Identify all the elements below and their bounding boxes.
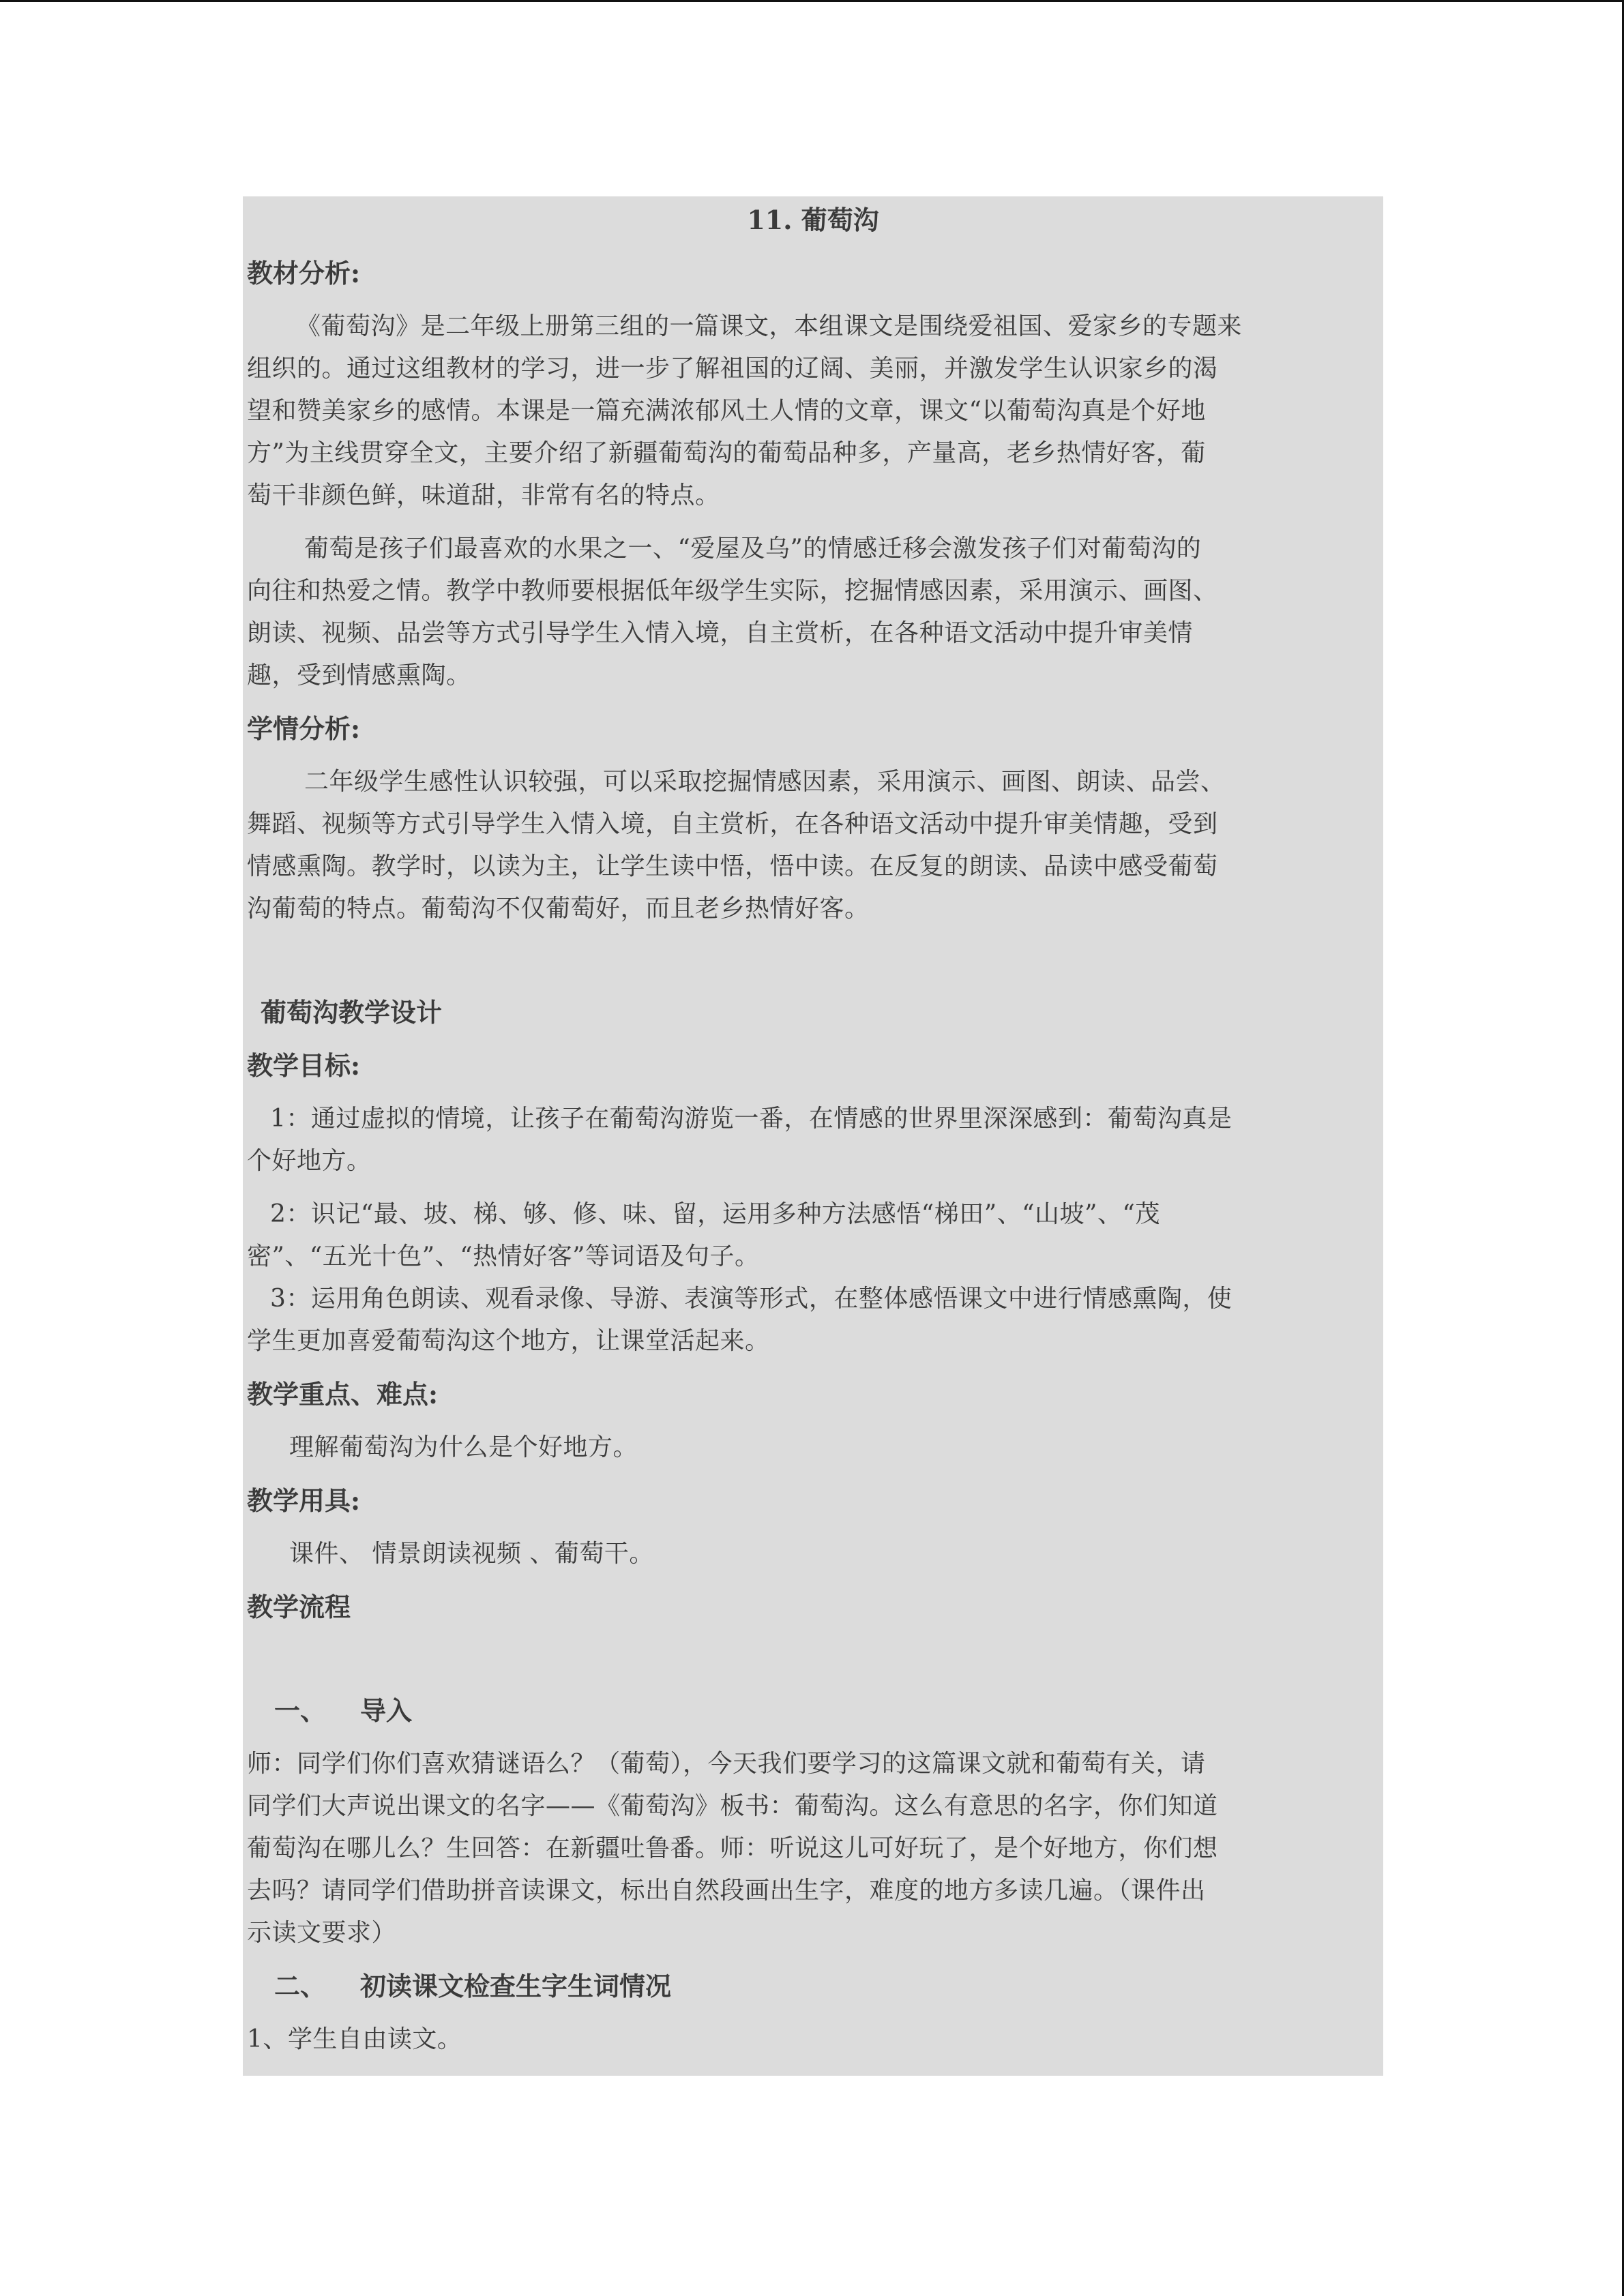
text-line: 1：通过虚拟的情境，让孩子在葡萄沟游览一番，在情感的世界里深深感到：葡萄沟真是 <box>270 1105 1232 1133</box>
text-line: 望和赞美家乡的感情。本课是一篇充满浓郁风土人情的文章，课文“以葡萄沟真是个好地 <box>247 397 1206 425</box>
step-2-heading <box>247 1965 1379 2008</box>
text-line: 2：识记“最、坡、梯、够、修、味、留，运用多种方法感悟“梯田”、“山坡”、“茂 <box>270 1200 1160 1228</box>
text-line: 师：同学们你们喜欢猜谜语么？（葡萄），今天我们要学习的这篇课文就和葡萄有关，请 <box>247 1750 1206 1778</box>
flow-heading: 教学流程 <box>247 1592 351 1622</box>
goal-2 <box>247 1193 1379 1278</box>
text-line: 方”为主线贯穿全文，主要介绍了新疆葡萄沟的葡萄品种多，产量高，老乡热情好客，葡 <box>247 439 1206 467</box>
text-line: 情感熏陶。教学时，以读为主，让学生读中悟，悟中读。在反复的朗读、品读中感受葡萄 <box>247 852 1218 880</box>
document-body <box>243 196 1383 2076</box>
step-1-number: 一、 <box>274 1695 327 1726</box>
text-line: 沟葡萄的特点。葡萄沟不仅葡萄好，而且老乡热情好客。 <box>247 895 870 923</box>
tools-heading: 教学用具: <box>247 1485 361 1516</box>
text-line: 葡萄沟在哪儿么？生回答：在新疆吐鲁番。师：听说这儿可好玩了，是个好地方，你们想 <box>247 1834 1218 1862</box>
text-line: 示读文要求） <box>247 1919 397 1947</box>
text-line: 去吗？请同学们借助拼音读课文，标出自然段画出生字，难度的地方多读几遍。（课件出 <box>247 1877 1206 1905</box>
text-line: 密”、“五光十色”、“热情好客”等词语及句子。 <box>247 1242 760 1270</box>
step-2-number: 二、 <box>274 1971 327 2001</box>
text-line: 3：运用角色朗读、观看录像、导游、表演等形式，在整体感悟课文中进行情感熏陶，使 <box>270 1285 1232 1313</box>
goals-heading: 教学目标: <box>247 1050 361 1081</box>
text-line: 《葡萄沟》是二年级上册第三组的一篇课文，本组课文是围绕爱祖国、爱家乡的专题来 <box>296 312 1243 340</box>
text-line: 个好地方。 <box>247 1147 372 1175</box>
text-line: 趣，受到情感熏陶。 <box>247 661 471 689</box>
student-paragraph <box>247 761 1379 930</box>
student-analysis-heading: 学情分析: <box>247 713 361 744</box>
goal-3 <box>247 1278 1379 1362</box>
material-paragraph-2 <box>247 528 1379 697</box>
text-line: 葡萄是孩子们最喜欢的水果之一、“爱屋及乌”的情感迁移会激发孩子们对葡萄沟的 <box>304 535 1202 563</box>
step-1-heading <box>247 1690 1379 1732</box>
goal-1 <box>247 1098 1379 1182</box>
text-line: 萄干非颜色鲜，味道甜，非常有名的特点。 <box>247 481 720 509</box>
text-line: 舞蹈、视频等方式引导学生入情入境，自主赏析，在各种语文活动中提升审美情趣，受到 <box>247 810 1218 838</box>
text-line: 二年级学生感性认识较强，可以采取挖掘情感因素，采用演示、画图、朗读、品尝、 <box>304 768 1226 796</box>
text-line: 向往和热爱之情。教学中教师要根据低年级学生实际，挖掘情感因素，采用演示、画图、 <box>247 577 1218 605</box>
step-2-item-1: 1、学生自由读文。 <box>247 2025 462 2053</box>
step-1-paragraph <box>247 1743 1379 1954</box>
material-analysis-heading: 教材分析: <box>247 258 361 288</box>
key-points-text: 理解葡萄沟为什么是个好地方。 <box>289 1433 638 1461</box>
step-1-title: 导入 <box>360 1695 413 1726</box>
text-line: 朗读、视频、品尝等方式引导学生入情入境，自主赏析，在各种语文活动中提升审美情 <box>247 619 1194 647</box>
page-top-border <box>0 0 1624 2</box>
design-heading: 葡萄沟教学设计 <box>261 997 443 1028</box>
text-line: 学生更加喜爱葡萄沟这个地方，让课堂活起来。 <box>247 1327 770 1355</box>
step-2-title: 初读课文检查生字生词情况 <box>360 1971 672 2001</box>
page-title: 11. 葡萄沟 <box>747 205 879 235</box>
text-line: 组织的。通过这组教材的学习，进一步了解祖国的辽阔、美丽，并激发学生认识家乡的渴 <box>247 355 1218 383</box>
material-paragraph-1 <box>247 305 1379 517</box>
text-line: 同学们大声说出课文的名字——《葡萄沟》板书：葡萄沟。这么有意思的名字，你们知道 <box>247 1792 1218 1820</box>
key-points-heading: 教学重点、难点: <box>247 1379 439 1410</box>
tools-text: 课件、 情景朗读视频 、葡萄干。 <box>289 1540 654 1568</box>
